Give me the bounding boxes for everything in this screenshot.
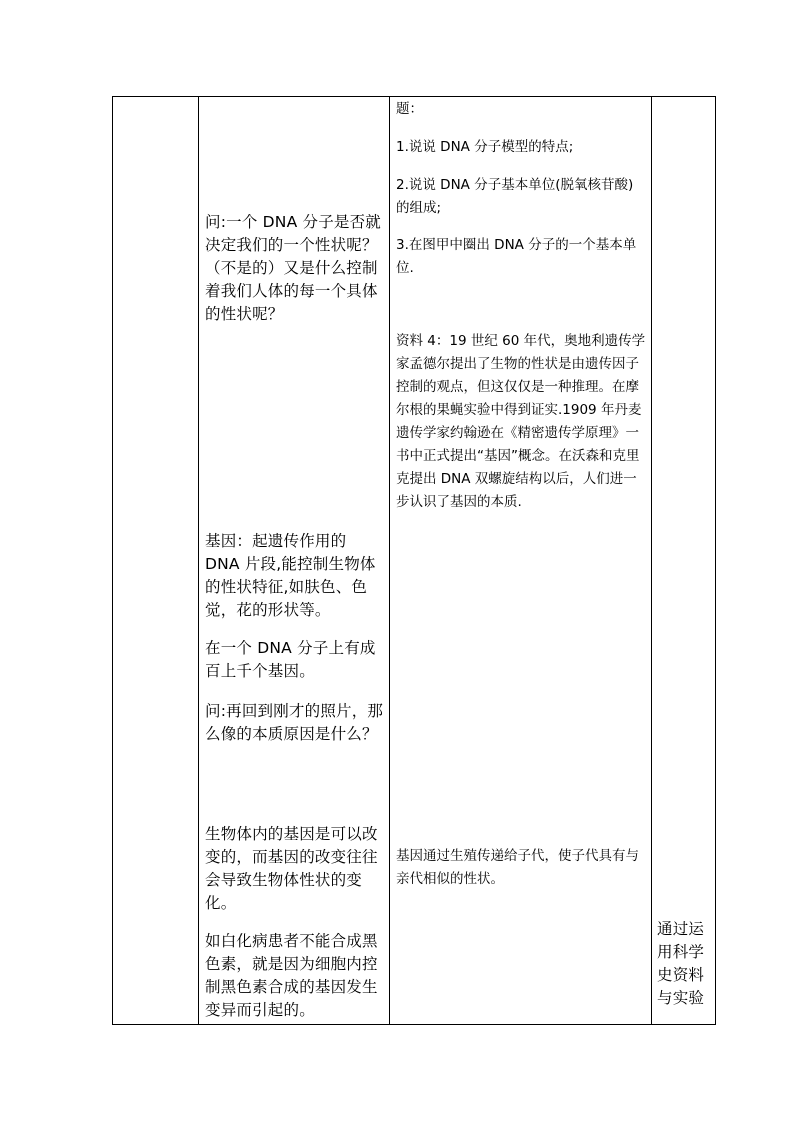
inheritance-paragraph: 基因通过生殖传递给子代，使子代具有与亲代相似的性状。: [396, 848, 639, 887]
task-item: 1.说说 DNA 分子模型的特点;: [396, 139, 574, 155]
heading-tail: 题：: [396, 101, 423, 117]
column-divider: [389, 96, 390, 1025]
material-paragraph: 资料 4：19 世纪 60 年代，奥地利遗传学家孟德尔提出了生物的性状是由遗传因子控制的观点，但这仅仅是一种推理。在摩尔根的果蝇实验中得到证实.1909 年丹麦遗传学家约翰逊在《精密遗传学原理》一书中正式提出“基因”概念。在沃森和克里克提出 DNA 双螺旋结构以后，人们进一步认识了基因的本质.: [396, 333, 646, 510]
gene-definition-paragraph: 基因：起遗传作用的 DNA 片段,能控制生物体的性状特征,如肤色、色觉，花的形状等。: [205, 532, 376, 619]
column-divider: [198, 96, 199, 1025]
mutation-paragraph: 生物体内的基因是可以改变的，而基因的改变往往会导致生物体性状的变化。: [205, 825, 378, 912]
question-paragraph: 问:再回到刚才的照片，那么像的本质原因是什么？: [205, 702, 384, 743]
albinism-paragraph: 如白化病患者不能合成黑色素，就是因为细胞内控制黑色素合成的基因发生变异而引起的。: [205, 932, 378, 1019]
task-item: 2.说说 DNA 分子基本单位(脱氧核苷酸)的组成;: [396, 177, 634, 216]
design-note: 通过运用科学史资料与实验: [657, 920, 705, 1007]
question-paragraph: 问:一个 DNA 分子是否就决定我们的一个性状呢？（不是的）又是什么控制着我们人体的每一个具体的性状呢？: [205, 213, 382, 323]
task-item: 3.在图甲中圈出 DNA 分子的一个基本单位.: [396, 237, 637, 276]
column-divider: [651, 96, 652, 1025]
gene-count-paragraph: 在一个 DNA 分子上有成百上千个基因。: [205, 639, 376, 680]
